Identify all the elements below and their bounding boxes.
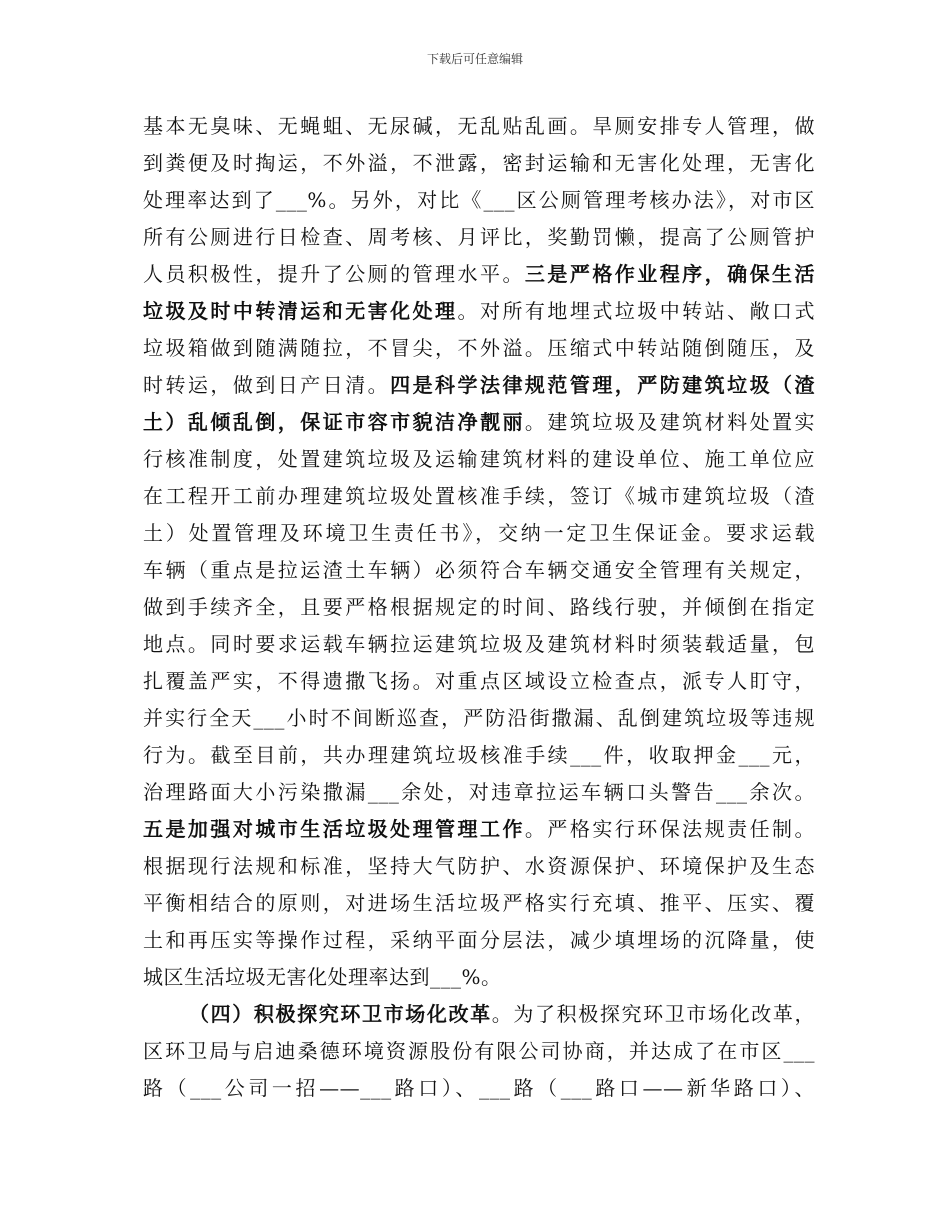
body-text-segment: 根据现行法规和标准，坚持大气防护、水资源保护、环境保护及生态 bbox=[143, 854, 815, 878]
text-line bbox=[143, 404, 815, 441]
body-text-segment: 平衡相结合的原则，对进场生活垃圾严格实行充填、推平、压实、覆 bbox=[143, 891, 815, 915]
text-line bbox=[143, 922, 815, 959]
text-line bbox=[143, 663, 815, 700]
text-line bbox=[143, 219, 815, 256]
body-text-segment: 行为。截至目前，共办理建筑垃圾核准手续___件，收取押金___元， bbox=[143, 743, 815, 767]
text-line bbox=[143, 848, 815, 885]
bold-heading-text: 四是科学法律规范管理，严防建筑垃圾（渣 bbox=[390, 373, 816, 397]
body-text-segment: 处理率达到了___%。另外，对比《___区公厕管理考核办法》，对市区 bbox=[143, 188, 815, 212]
body-text-segment: 。为了积极探究环卫市场化改革， bbox=[491, 1002, 815, 1026]
text-line bbox=[143, 552, 815, 589]
text-line bbox=[143, 626, 815, 663]
body-text-segment: 在工程开工前办理建筑垃圾处置核准手续，签订《城市建筑垃圾（渣 bbox=[143, 484, 815, 508]
bold-heading-text: 垃圾及时中转清运和无害化处理 bbox=[143, 299, 458, 323]
body-text-segment: 基本无臭味、无蝇蛆、无尿碱，无乱贴乱画。旱厕安排专人管理，做 bbox=[143, 114, 815, 138]
text-line bbox=[143, 478, 815, 515]
body-text-segment: 治理路面大小污染撒漏___余处，对违章拉运车辆口头警告___余次。 bbox=[143, 780, 815, 804]
body-text-segment: 区环卫局与启迪桑德环境资源股份有限公司协商，并达成了在市区___ bbox=[143, 1039, 815, 1063]
text-line bbox=[143, 811, 815, 848]
body-text-segment: 并实行全天___小时不间断巡查，严防沿街撒漏、乱倒建筑垃圾等违规 bbox=[143, 706, 815, 730]
text-line bbox=[143, 441, 815, 478]
text-line bbox=[143, 256, 815, 293]
body-text-segment: 扎覆盖严实，不得遗撒飞扬。对重点区域设立检查点，派专人盯守， bbox=[143, 669, 815, 693]
body-text-segment: 做到手续齐全，且要严格根据规定的时间、路线行驶，并倾倒在指定 bbox=[143, 595, 815, 619]
body-text-segment: 行核准制度，处置建筑垃圾及运输建筑材料的建设单位、施工单位应 bbox=[143, 447, 815, 471]
text-line bbox=[143, 737, 815, 774]
text-line bbox=[143, 293, 815, 330]
text-line bbox=[143, 367, 815, 404]
text-line bbox=[143, 589, 815, 626]
bold-heading-text: （四）积极探究环卫市场化改革 bbox=[189, 1002, 492, 1026]
body-text-segment: 所有公厕进行日检查、周考核、月评比，奖勤罚懒，提高了公厕管护 bbox=[143, 225, 815, 249]
text-line bbox=[143, 1033, 815, 1070]
body-text-segment: 。对所有地埋式垃圾中转站、敞口式 bbox=[457, 299, 816, 323]
body-text-segment: 时转运，做到日产日清。 bbox=[143, 373, 391, 397]
page-header: 下载后可任意编辑 bbox=[426, 52, 523, 66]
body-text-segment: 路（___公司一招——___路口）、___路（___路口——新华路口）、 bbox=[143, 1076, 815, 1100]
bold-heading-text: 土）乱倾乱倒，保证市容市貌洁净靓丽 bbox=[143, 410, 525, 434]
body-text-segment: 土和再压实等操作过程，采纳平面分层法，减少填埋场的沉降量，使 bbox=[143, 928, 815, 952]
body-text-segment: 。建筑垃圾及建筑材料处置实 bbox=[524, 410, 816, 434]
body-text-segment: 土）处置管理及环境卫生责任书》，交纳一定卫生保证金。要求运载 bbox=[143, 521, 815, 545]
text-line bbox=[143, 996, 815, 1033]
bold-heading-text: 三是严格作业程序，确保生活 bbox=[524, 262, 816, 286]
text-line bbox=[143, 182, 815, 219]
text-line bbox=[143, 1070, 815, 1107]
document-body bbox=[143, 108, 815, 1107]
text-line bbox=[143, 700, 815, 737]
text-line bbox=[143, 145, 815, 182]
text-line bbox=[143, 959, 815, 996]
body-text-segment: 城区生活垃圾无害化处理率达到___%。 bbox=[143, 965, 502, 989]
text-line bbox=[143, 774, 815, 811]
text-line bbox=[143, 108, 815, 145]
text-line bbox=[143, 515, 815, 552]
body-text-segment: 到粪便及时掏运，不外溢，不泄露，密封运输和无害化处理，无害化 bbox=[143, 151, 815, 175]
body-text-segment: 车辆（重点是拉运渣土车辆）必须符合车辆交通安全管理有关规定， bbox=[143, 558, 815, 582]
body-text-segment: 垃圾箱做到随满随拉，不冒尖，不外溢。压缩式中转站随倒随压，及 bbox=[143, 336, 815, 360]
bold-heading-text: 五是加强对城市生活垃圾处理管理工作 bbox=[143, 817, 525, 841]
body-text-segment: 。严格实行环保法规责任制。 bbox=[524, 817, 816, 841]
body-text-segment: 人员积极性，提升了公厕的管理水平。 bbox=[143, 262, 525, 286]
body-text-segment: 地点。同时要求运载车辆拉运建筑垃圾及建筑材料时须装载适量，包 bbox=[143, 632, 815, 656]
text-line bbox=[143, 885, 815, 922]
text-line bbox=[143, 330, 815, 367]
